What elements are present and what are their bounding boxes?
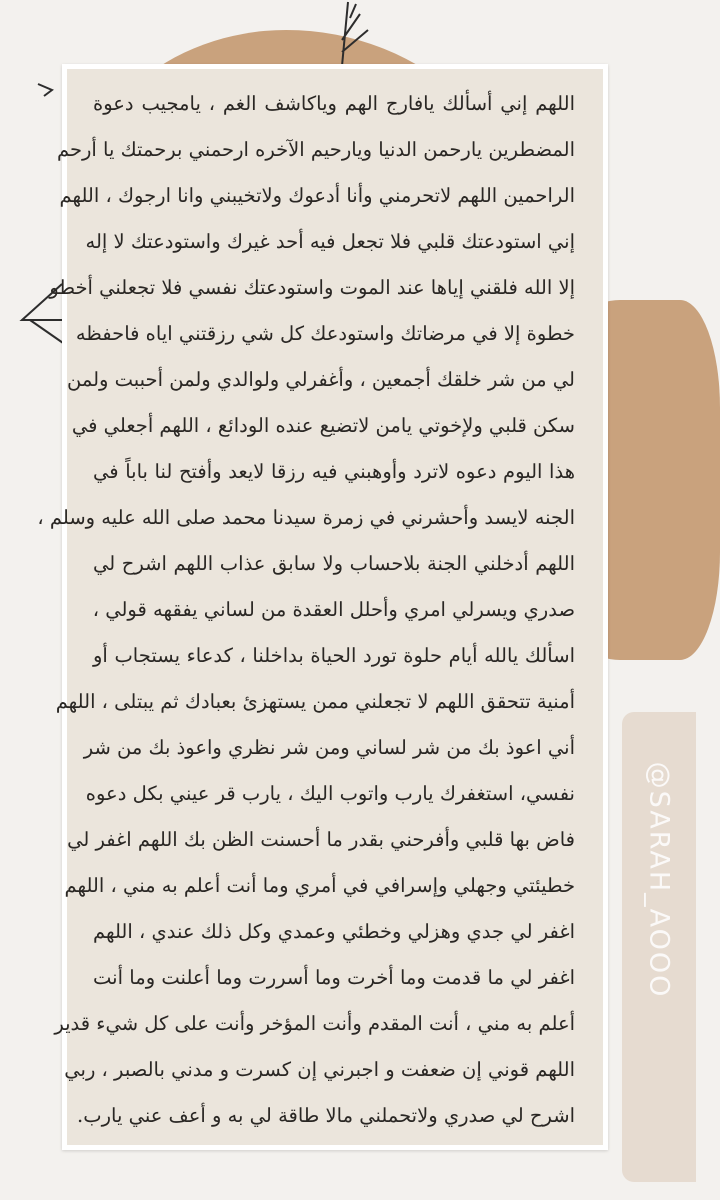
text-line: المضطرين يارحمن الدنيا ويارحيم الآخره ارحمني برحمتك يا أرحم [56,138,575,161]
text-line: اللهم أدخلني الجنة بلاحساب ولا سابق عذاب اللهم اشرح لي [93,552,575,575]
text-line: سكن قلبي ولإخوتي يامن لاتضيع عنده الودائع ، اللهم أجعلي في [71,414,575,437]
text-line: اللهم إني أسألك يافارج الهم وياكاشف الغم ، يامجيب دعوة [93,92,575,115]
text-line: اغفر لي ما قدمت وما أخرت وما أسررت وما أعلنت وما أنت [93,966,575,989]
text-line: الراحمين اللهم لاتحرمني وأنا أدعوك ولاتخيبني وانا ارجوك ، اللهم [59,184,575,207]
watermark-handle: @SARAH_AOOO [643,761,675,999]
text-line: خطيئتي وجهلي وإسرافي في أمري وما أنت أعلم به مني ، اللهم [64,874,575,897]
text-line: أمنية تتحقق اللهم لا تجعلني ممن يستهزئ بعبادك ثم يبتلى ، اللهم [55,690,575,713]
text-line: اغفر لي جدي وهزلي وخطئي وعمدي وكل ذلك عندي ، اللهم [93,920,575,943]
text-line: صدري ويسرلي امري وأحلل العقدة من لساني يفقهه قولي ، [92,598,575,621]
prayer-card [37,64,608,1150]
text-line: إلا الله فلقني إياها عند الموت واستودعتك نفسي فلا تجعلني أخطو [49,276,575,299]
text-line: اللهم قوني إن ضعفت و اجبرني إن كسرت و مدني بالصبر ، ربي [64,1058,575,1081]
leaf-sketch-top-icon [320,0,380,70]
text-line: فاض بها قلبي وأفرحني بقدر ما أحسنت الظن بك اللهم اغفر لي [67,828,575,851]
text-line: نفسي، استغفرك يارب واتوب اليك ، يارب قر عيني بكل دعوه [85,782,575,805]
prayer-text [37,81,575,1139]
text-line: إني استودعتك قلبي فلا تجعل فيه أحد غيرك واستودعتك لا إله [85,230,575,253]
text-line: الجنه لايسد وأحشرني في زمرة سيدنا محمد صلى الله عليه وسلم ، [37,506,575,529]
text-line: هذا اليوم دعوه لاترد وأوهبني فيه رزقا لايعد وأفتح لنا باباً في [93,460,575,483]
text-line: اسألك يالله أيام حلوة تورد الحياة بداخلنا ، كدعاء يستجاب أو [93,644,575,667]
text-line: أعلم به مني ، أنت المقدم وأنت المؤخر وأنت على كل شيء قدير [54,1012,575,1035]
text-line: لي من شر خلقك أجمعين ، وأغفرلي ولوالدي ولمن أحببت ولمن [66,368,575,391]
text-line: خطوة إلا في مرضاتك واستودعك كل شي رزقتني اياه فاحفظه [75,322,575,345]
text-line: اشرح لي صدري ولاتحملني مالا طاقة لي به و أعف عني يارب. [77,1104,575,1127]
text-line: أني اعوذ بك من شر لساني ومن شر نظري واعوذ بك من شر [83,736,575,759]
